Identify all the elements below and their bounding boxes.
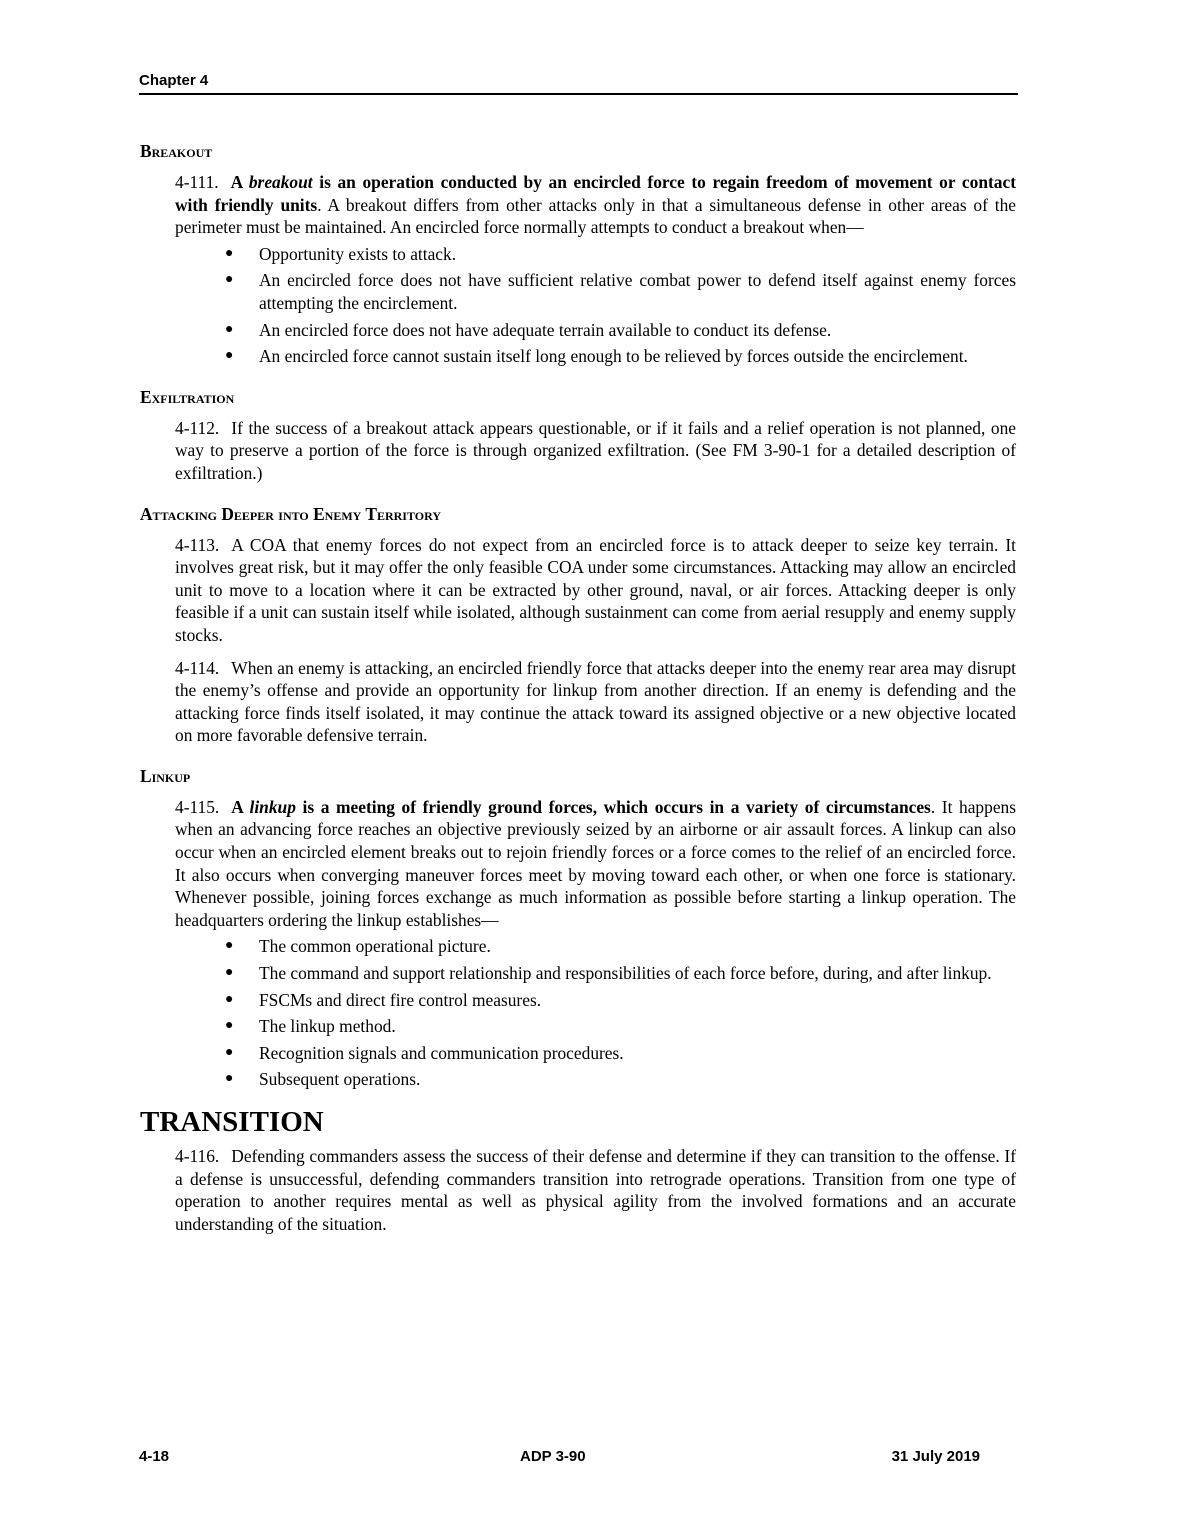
paragraph-4-116 — [175, 1145, 1016, 1235]
running-header — [139, 72, 1018, 95]
page-body — [140, 140, 1016, 1245]
paragraph-text: . A breakout differs from other attacks only in that a simultaneous defense in other areas of the perimeter must be maintained. An encircled force normally attempts to conduct a breakout when— — [175, 194, 1016, 238]
paragraph-text: . It happens when an advancing force reaches an objective previously seized by an airborne or air assault forces. A linkup can also occur when an encircled element breaks out to rejoin friendly forces or a force comes to the relief of an encircled force. It also occurs when converging maneuver forces meet by moving toward each other, or when one force is stationary. Whenever possible, joining forces exchange as much information as possible before starting a linkup operation. The headquarters ordering the linkup establishes— — [175, 796, 1016, 930]
bullet-icon: ● — [225, 938, 234, 954]
list-item — [175, 962, 1016, 985]
paragraph-text: Defending commanders assess the success of their defense and determine if they can transition to the offense. If a defense is unsuccessful, defending commanders transition into retrograde operations. Transition from one type of operation to another requires mental as well as physical agility from the involved formations and an accurate understanding of the situation. — [175, 1146, 1016, 1234]
publication-id: ADP 3-90 — [520, 1448, 586, 1465]
heading-breakout: Breakout — [140, 141, 213, 161]
page-number: 4-18 — [139, 1448, 170, 1465]
bullet-icon: ● — [225, 321, 234, 337]
definition-text: is an operation conducted by an encircled force to regain freedom of movement or contact with friendly units — [175, 172, 1016, 215]
defined-term: breakout — [248, 172, 313, 192]
bullet-icon: ● — [225, 272, 234, 288]
paragraph-number: 4-114. — [175, 657, 220, 678]
list-item — [175, 319, 1016, 342]
list-item — [175, 269, 1016, 314]
definition-text: is a meeting of friendly ground forces, which occurs in a variety of circumstances — [295, 796, 931, 817]
paragraph-number: 4-111. — [175, 172, 219, 192]
list-item — [175, 1015, 1016, 1038]
heading-linkup: Linkup — [140, 765, 191, 786]
heading-transition: TRANSITION — [140, 1106, 324, 1138]
paragraph-text: If the success of a breakout attack appears questionable, or if it fails and a relief operation is not planned, one way to preserve a portion of the force is through organized exfiltration. (See FM 3-90-1 for a detailed description of exfiltration.) — [175, 417, 1016, 483]
list-item — [175, 243, 1016, 266]
list-item-text: The command and support relationship and responsibilities of each force before, during, and after linkup. — [259, 963, 992, 984]
publication-date: 31 July 2019 — [891, 1448, 980, 1465]
list-item-text: An encircled force cannot sustain itself long enough to be relieved by forces outside the encirclement. — [259, 346, 968, 367]
list-item-text: The linkup method. — [259, 1016, 396, 1037]
heading-exfiltration: Exfiltration — [140, 386, 235, 407]
paragraph-number: 4-113. — [175, 534, 220, 555]
list-item — [175, 345, 1016, 368]
breakout-bullet-list — [175, 243, 1016, 368]
list-item — [175, 1068, 1016, 1091]
definition-lead: A — [230, 172, 249, 192]
linkup-bullet-list — [175, 935, 1016, 1091]
paragraph-text: A COA that enemy forces do not expect from an encircled force is to attack deeper to seize key terrain. It involves great risk, but it may offer the only feasible COA under some circumstances. Attacking may allow an encircled unit to move to a location where it can be extracted by other ground, naval, or air forces. Attacking deeper is only feasible if a unit can sustain itself while isolated, although sustainment can come from aerial resupply and enemy supply stocks. — [175, 534, 1016, 645]
list-item-text: An encircled force does not have adequate terrain available to conduct its defense. — [259, 319, 832, 340]
list-item — [175, 935, 1016, 958]
bullet-icon: ● — [225, 348, 234, 364]
paragraph-4-115 — [175, 796, 1016, 932]
paragraph-4-114 — [175, 657, 1016, 747]
list-item-text: Recognition signals and communication procedures. — [259, 1042, 624, 1063]
bullet-icon: ● — [225, 245, 234, 261]
paragraph-number: 4-115. — [175, 796, 220, 817]
heading-attacking-deeper: Attacking Deeper into Enemy Territory — [140, 503, 442, 524]
paragraph-text: When an enemy is attacking, an encircled friendly force that attacks deeper into the enemy rear area may disrupt the enemy’s offense and provide an opportunity for linkup from another direction. If an enemy is defending and the attacking force finds itself isolated, it may continue the attack toward its assigned objective or a new objective located on more favorable defensive terrain. — [175, 657, 1016, 746]
list-item — [175, 989, 1016, 1012]
paragraph-number: 4-112. — [175, 417, 220, 438]
list-item — [175, 1042, 1016, 1065]
definition-lead: A — [231, 796, 250, 817]
paragraph-number: 4-116. — [175, 1146, 220, 1166]
list-item-text: Opportunity exists to attack. — [259, 243, 457, 264]
bullet-icon: ● — [225, 1018, 234, 1034]
defined-term: linkup — [249, 796, 296, 817]
paragraph-4-112 — [175, 417, 1016, 485]
paragraph-4-113 — [175, 534, 1016, 647]
bullet-icon: ● — [225, 991, 234, 1007]
paragraph-4-111 — [175, 171, 1016, 239]
list-item-text: The common operational picture. — [259, 936, 491, 957]
list-item-text: Subsequent operations. — [259, 1069, 421, 1090]
bullet-icon: ● — [225, 965, 234, 981]
list-item-text: An encircled force does not have sufficient relative combat power to defend itself against enemy forces attempting the encirclement. — [259, 270, 1016, 313]
page-footer — [139, 1448, 1018, 1470]
bullet-icon: ● — [225, 1071, 234, 1087]
list-item-text: FSCMs and direct fire control measures. — [259, 989, 542, 1010]
bullet-icon: ● — [225, 1044, 234, 1060]
chapter-label: Chapter 4 — [139, 72, 209, 89]
